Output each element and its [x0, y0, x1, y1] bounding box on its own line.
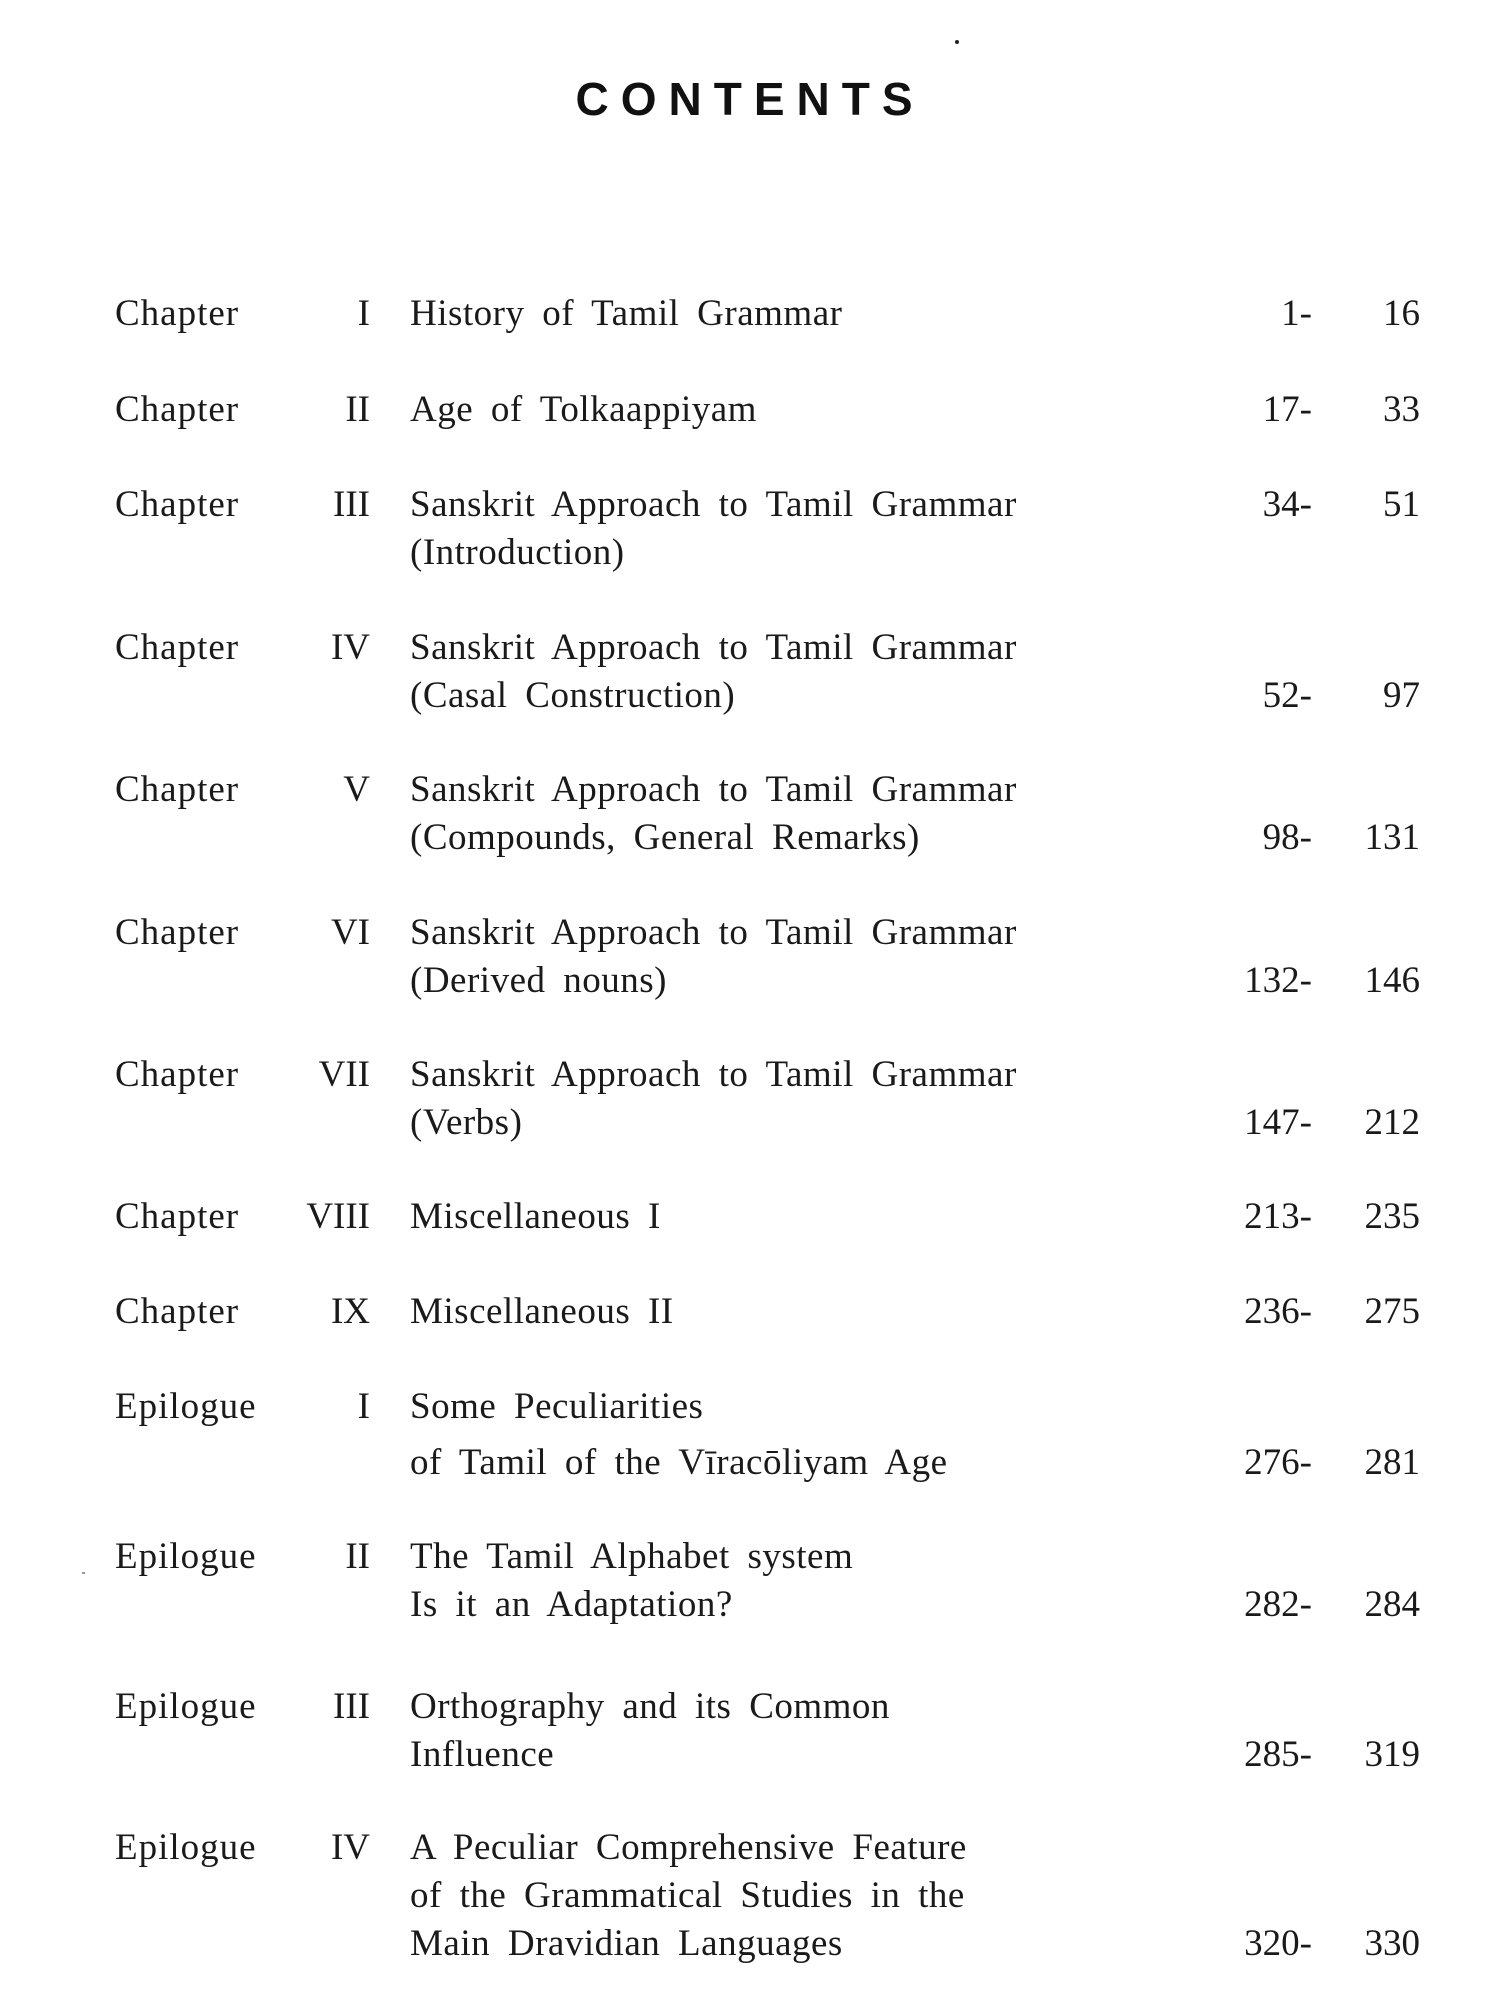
entry-title — [410, 386, 1150, 434]
entry-title-line: Age of Tolkaappiyam — [410, 389, 757, 430]
page-range-end: 33 — [1383, 389, 1420, 430]
entry-title — [410, 766, 1150, 862]
page-range-start: 17- — [1262, 389, 1312, 430]
entry-title-line: Is it an Adaptation? — [410, 1584, 733, 1625]
entry-title — [410, 1533, 1150, 1629]
entry-title — [410, 1824, 1150, 1968]
entry-title-line: Sanskrit Approach to Tamil Grammar — [410, 484, 1017, 525]
entry-title-line: A Peculiar Comprehensive Feature — [410, 1827, 967, 1868]
print-speck — [955, 40, 959, 44]
entry-title-line: Influence — [410, 1734, 555, 1775]
page-range-end: 281 — [1364, 1442, 1420, 1483]
entry-title-line: (Compounds, General Remarks) — [410, 817, 920, 858]
entry-title-line: (Derived nouns) — [410, 960, 667, 1001]
entry-kind: Chapter — [115, 769, 240, 810]
entry-number: VI — [330, 912, 370, 953]
entry-number: V — [343, 769, 370, 810]
page-range-end: 284 — [1364, 1584, 1420, 1625]
page-range-start: 132- — [1244, 960, 1312, 1001]
print-speck — [82, 1572, 85, 1574]
entry-title — [410, 481, 1150, 577]
entry-kind: Chapter — [115, 484, 240, 525]
entry-title — [410, 1383, 1150, 1487]
page-range-end: 212 — [1364, 1102, 1420, 1143]
entry-number: IV — [330, 1827, 370, 1868]
page-range-start: 285- — [1244, 1734, 1312, 1775]
page-range-start: 52- — [1262, 675, 1312, 716]
entry-kind: Chapter — [115, 293, 240, 334]
page-range-start: 98- — [1262, 817, 1312, 858]
entry-number: I — [357, 1386, 370, 1427]
entry-title — [410, 1683, 1150, 1779]
entry-number: II — [345, 1536, 370, 1577]
entry-title-line: (Introduction) — [410, 532, 625, 573]
entry-title-line: Some Peculiarities — [410, 1386, 704, 1427]
entry-title — [410, 1051, 1150, 1147]
entry-title-line: Orthography and its Common — [410, 1686, 890, 1727]
page-range-start: 276- — [1244, 1442, 1312, 1483]
entry-kind: Epilogue — [115, 1536, 257, 1577]
page-range-start: 282- — [1244, 1584, 1312, 1625]
page-range-end: 235 — [1364, 1196, 1420, 1237]
entry-title — [410, 909, 1150, 1005]
page-range-end: 146 — [1364, 960, 1420, 1001]
entry-kind: Chapter — [115, 1291, 240, 1332]
entry-title-line: Miscellaneous II — [410, 1291, 674, 1332]
page-range-end: 97 — [1383, 675, 1420, 716]
entry-kind: Chapter — [115, 389, 240, 430]
page-range-end: 131 — [1364, 817, 1420, 858]
page-range-start: 34- — [1262, 484, 1312, 525]
entry-kind: Chapter — [115, 912, 240, 953]
entry-kind: Chapter — [115, 1196, 240, 1237]
entry-title — [410, 1193, 1150, 1241]
page-title: CONTENTS — [575, 73, 925, 125]
entry-title — [410, 1288, 1150, 1336]
page-range-start: 147- — [1244, 1102, 1312, 1143]
entry-number: III — [333, 1686, 370, 1727]
page-range-start: 236- — [1244, 1291, 1312, 1332]
page-range-end: 275 — [1364, 1291, 1420, 1332]
page-range-start: 320- — [1244, 1923, 1312, 1964]
entry-number: II — [345, 389, 370, 430]
entry-number: IV — [330, 627, 370, 668]
page-range-start: 1- — [1281, 293, 1312, 334]
page-range-end: 16 — [1383, 293, 1420, 334]
entry-title-line: of the Grammatical Studies in the — [410, 1875, 965, 1916]
entry-title-line: Sanskrit Approach to Tamil Grammar — [410, 769, 1017, 810]
page-range-end: 330 — [1364, 1923, 1420, 1964]
entry-number: I — [357, 293, 370, 334]
entry-title-line: (Verbs) — [410, 1102, 523, 1143]
entry-title-line: History of Tamil Grammar — [410, 293, 843, 334]
entry-kind: Epilogue — [115, 1686, 257, 1727]
page-range-start: 213- — [1244, 1196, 1312, 1237]
entry-title-line: The Tamil Alphabet system — [410, 1536, 854, 1577]
entry-title-line: of Tamil of the Vīracōliyam Age — [410, 1442, 948, 1483]
page-range-end: 319 — [1364, 1734, 1420, 1775]
entry-title-line: Sanskrit Approach to Tamil Grammar — [410, 912, 1017, 953]
entry-kind: Epilogue — [115, 1827, 257, 1868]
entry-title-line: Main Dravidian Languages — [410, 1923, 843, 1964]
entry-title-line: (Casal Construction) — [410, 675, 736, 716]
page-range-end: 51 — [1383, 484, 1420, 525]
entry-title-line: Miscellaneous I — [410, 1196, 661, 1237]
entry-number: III — [333, 484, 370, 525]
entry-title-line: Sanskrit Approach to Tamil Grammar — [410, 1054, 1017, 1095]
entry-kind: Epilogue — [115, 1386, 257, 1427]
entry-title — [410, 290, 1150, 338]
entry-number: IX — [330, 1291, 370, 1332]
entry-number: VIII — [306, 1196, 370, 1237]
entry-title — [410, 624, 1150, 720]
entry-title-line: Sanskrit Approach to Tamil Grammar — [410, 627, 1017, 668]
entry-kind: Chapter — [115, 627, 240, 668]
entry-number: VII — [318, 1054, 370, 1095]
entry-kind: Chapter — [115, 1054, 240, 1095]
